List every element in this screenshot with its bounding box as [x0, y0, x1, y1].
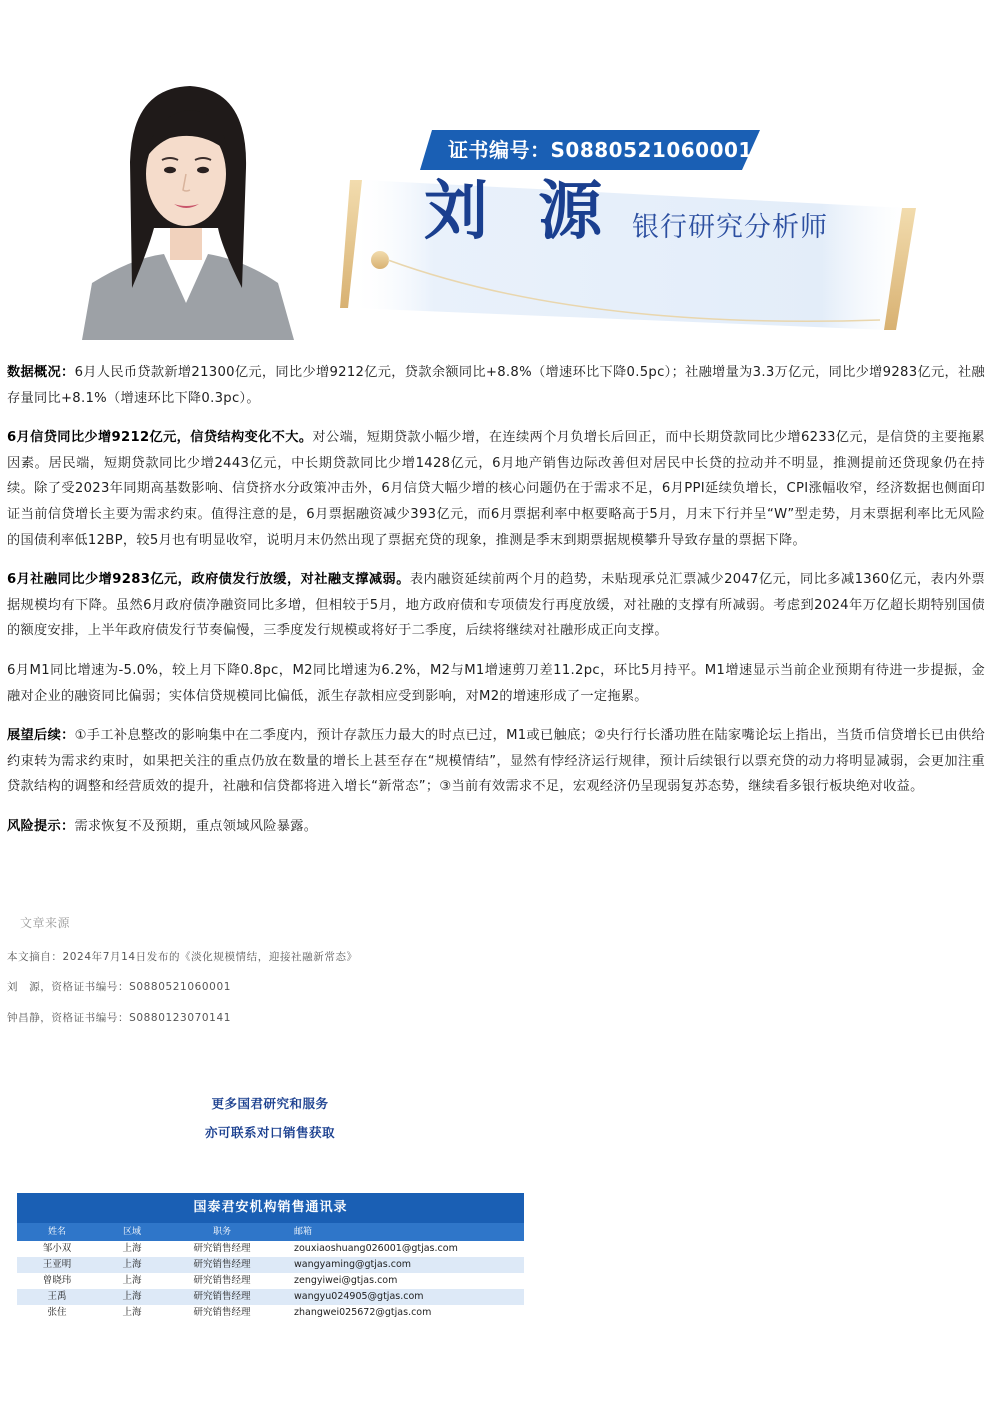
paragraph-money-supply: [7, 658, 985, 709]
cell-region: 上海: [122, 1275, 142, 1286]
table-header-row: [17, 1223, 524, 1241]
paragraph-lead: 风险提示：: [7, 818, 75, 834]
paragraph-risk: [7, 814, 985, 840]
paragraph-text: 6月人民币贷款新增21300亿元，同比少增9212亿元，贷款余额同比+8.8%（增速环比下降0.5pc）；社融增量为3.3万亿元，同比少增9283亿元，社融存量同比+8.1%（增速环比下降0.3pc）。: [7, 365, 985, 406]
cell-email[interactable]: zouxiaoshuang026001@gtjas.com: [294, 1243, 458, 1254]
source-heading: 文章来源: [20, 916, 71, 930]
paragraph-text: 表内融资延续前两个月的趋势，未贴现承兑汇票减少2047亿元，同比多减1360亿元，表内外票据规模均有下降。虽然6月政府债净融资同比多增，但相较于5月，地方政府债和专项债发行再度放缓，对社融的支撑有所减弱。考虑到2024年万亿超长期特别国债的额度安排，上半年政府债发行节奏偏慢，三季度发行规模或将好于二季度，后续将继续对社融形成正向支撑。: [7, 572, 985, 639]
table-row: [17, 1289, 524, 1305]
cell-email[interactable]: wangyu024905@gtjas.com: [294, 1291, 424, 1302]
analyst-role: 银行研究分析师: [632, 212, 828, 243]
column-header-region: 区域: [122, 1227, 141, 1237]
column-header-email: 邮箱: [294, 1227, 313, 1237]
cell-region: 上海: [122, 1243, 142, 1254]
column-header-name: 姓名: [47, 1227, 66, 1237]
cell-name: 王禹: [47, 1291, 67, 1302]
table-row: [17, 1273, 524, 1289]
certificate-number: 证书编号：S0880521060001: [448, 138, 753, 162]
cell-email[interactable]: zhangwei025672@gtjas.com: [294, 1307, 432, 1318]
cell-name: 邹小双: [42, 1243, 72, 1254]
cell-email[interactable]: wangyaming@gtjas.com: [294, 1259, 412, 1270]
paragraph-credit: [7, 425, 985, 553]
source-excerpt: 本文摘自：2024年7月14日发布的《淡化规模情结，迎接社融新常态》: [7, 951, 358, 963]
paragraph-text: 6月M1同比增速为-5.0%，较上月下降0.8pc，M2同比增速为6.2%，M2与M1增速剪刀差11.2pc，环比5月持平。M1增速显示当前企业预期有待进一步提振，金融对企业的融资同比偏弱；实体信贷规模同比偏低，派生存款相应受到影响，对M2的增速形成了一定拖累。: [7, 662, 985, 704]
analyst-credential-1: 刘 源，资格证书编号：S0880521060001: [7, 981, 232, 993]
paragraph-outlook: [7, 723, 985, 800]
paragraph-lead: 6月社融同比少增9283亿元，政府债发行放缓，对社融支撑减弱。: [7, 572, 410, 588]
cell-name: 张住: [47, 1307, 67, 1318]
cell-name: 王亚明: [42, 1259, 72, 1270]
article-body: [7, 360, 985, 854]
paragraph-lead: 6月信贷同比少增9212亿元，信贷结构变化不大。: [7, 430, 313, 446]
paragraph-text: 对公端，短期贷款小幅少增，在连续两个月负增长后回正，而中长期贷款同比少增6233亿元，是信贷的主要拖累因素。居民端，短期贷款同比少增2443亿元，中长期贷款同比少增1428亿元，6月地产销售边际改善但对居民中长贷的拉动并不明显，推测提前还贷现象仍在持续。除了受2023年同期高基数影响、信贷挤水分政策冲击外，6月信贷大幅少增的核心问题仍在于需求不足，6月PPI延续负增长，CPI涨幅收窄，经济数据也侧面印证当前信贷增长主要为需求约束。值得注意的是，6月票据融资减少393亿元，而6月票据利率中枢要略高于5月，月末下行并呈“W”型走势，月末票据利率比无风险的国债利率低12BP，较5月也有明显收窄，说明月末仍然出现了票据充贷的现象，推测是季末到期票据规模攀升导致存量的票据下降。: [7, 430, 986, 548]
paragraph-text: 需求恢复不及预期，重点领域风险暴露。: [74, 818, 318, 834]
promo-line-1: 更多国君研究和服务: [211, 1096, 329, 1111]
analyst-name: 刘 源: [424, 174, 617, 249]
promo-line-2: 亦可联系对口销售获取: [204, 1125, 335, 1140]
table-row: [17, 1305, 524, 1321]
paragraph-social-financing: [7, 567, 985, 644]
paragraph-data-overview: [7, 360, 985, 411]
analyst-banner: [0, 60, 992, 350]
analyst-credential-2: 钟昌静，资格证书编号：S0880123070141: [7, 1012, 232, 1024]
paragraph-text: ①手工补息整改的影响集中在二季度内，预计存款压力最大的时点已过，M1或已触底；②央行行长潘功胜在陆家嘴论坛上指出，当货币信贷增长已由供给约束转为需求约束时，如果把关注的重点仍放在数量的增长上甚至存在“规模情结”，显然有悖经济运行规律，预计后续银行以票充贷的动力将明显减弱，会更加注重贷款结构的调整和经营质效的提升，社融和信贷都将进入增长“新常态”；③当前有效需求不足，宏观经济仍呈现弱复苏态势，继续看多银行板块绝对收益。: [7, 728, 986, 795]
cell-title: 研究销售经理: [193, 1307, 251, 1318]
table-row: [17, 1241, 524, 1257]
cell-region: 上海: [122, 1307, 142, 1318]
cell-region: 上海: [122, 1291, 142, 1302]
table-row: [17, 1257, 524, 1273]
cell-title: 研究销售经理: [193, 1275, 251, 1286]
analyst-photo: [72, 78, 300, 340]
cell-title: 研究销售经理: [193, 1291, 251, 1302]
sales-contact-table: [17, 1193, 524, 1318]
table-title: 国泰君安机构销售通讯录: [17, 1193, 524, 1223]
cell-title: 研究销售经理: [193, 1243, 251, 1254]
column-header-title: 职务: [212, 1227, 231, 1237]
cell-name: 曾晓玮: [42, 1275, 72, 1286]
paragraph-lead: 展望后续：: [7, 728, 75, 744]
cell-region: 上海: [122, 1259, 142, 1270]
cell-title: 研究销售经理: [193, 1259, 251, 1270]
cell-email[interactable]: zengyiwei@gtjas.com: [294, 1275, 398, 1286]
paragraph-lead: 数据概况：: [7, 365, 75, 380]
